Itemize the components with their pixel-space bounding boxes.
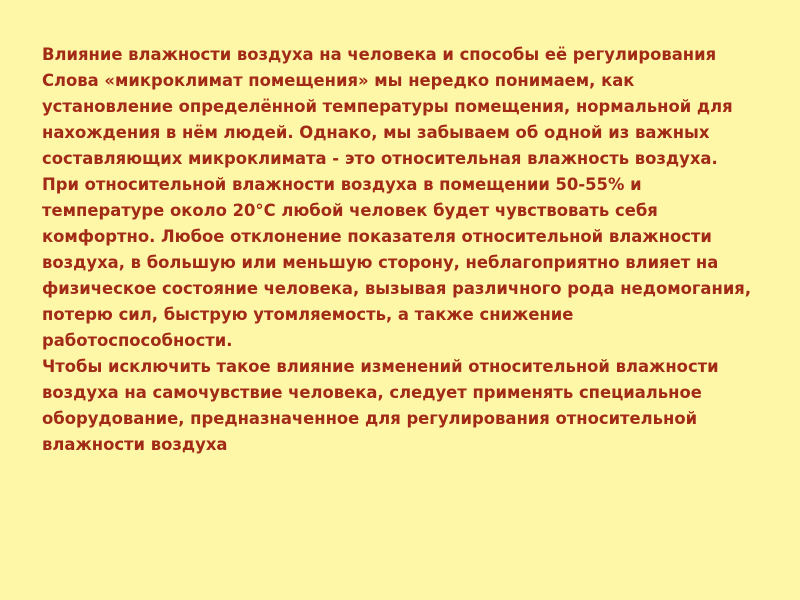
paragraph-equipment: Чтобы исключить такое влияние изменений относительной влажности воздуха на самочувствие человека, следует применять специальное оборудование, предназначенное для регулирования относительной влажности воздуха (42, 357, 719, 454)
slide-title: Влияние влажности воздуха на человека и способы её регулирования (42, 45, 717, 64)
paragraph-comfort-humidity: При относительной влажности воздуха в помещении 50-55% и температуре около 20°С любой человек будет чувствовать себя комфортно. Любое отклонение показателя относительной влажности воздуха, в большую или меньшую сторону, неблагоприятно влияет на физическое состояние человека, вызывая различного рода недомогания, потерю сил, быструю утомляемость, а также снижение работоспособности. (42, 175, 752, 350)
paragraph-microclimate: Слова «микроклимат помещения» мы нередко понимаем, как установление определённой температуры помещения, нормальной для нахождения в нём людей. Однако, мы забываем об одной из важных составляющих микроклимата - это относительная влажность воздуха. (42, 71, 733, 168)
slide-text-block (42, 42, 762, 458)
